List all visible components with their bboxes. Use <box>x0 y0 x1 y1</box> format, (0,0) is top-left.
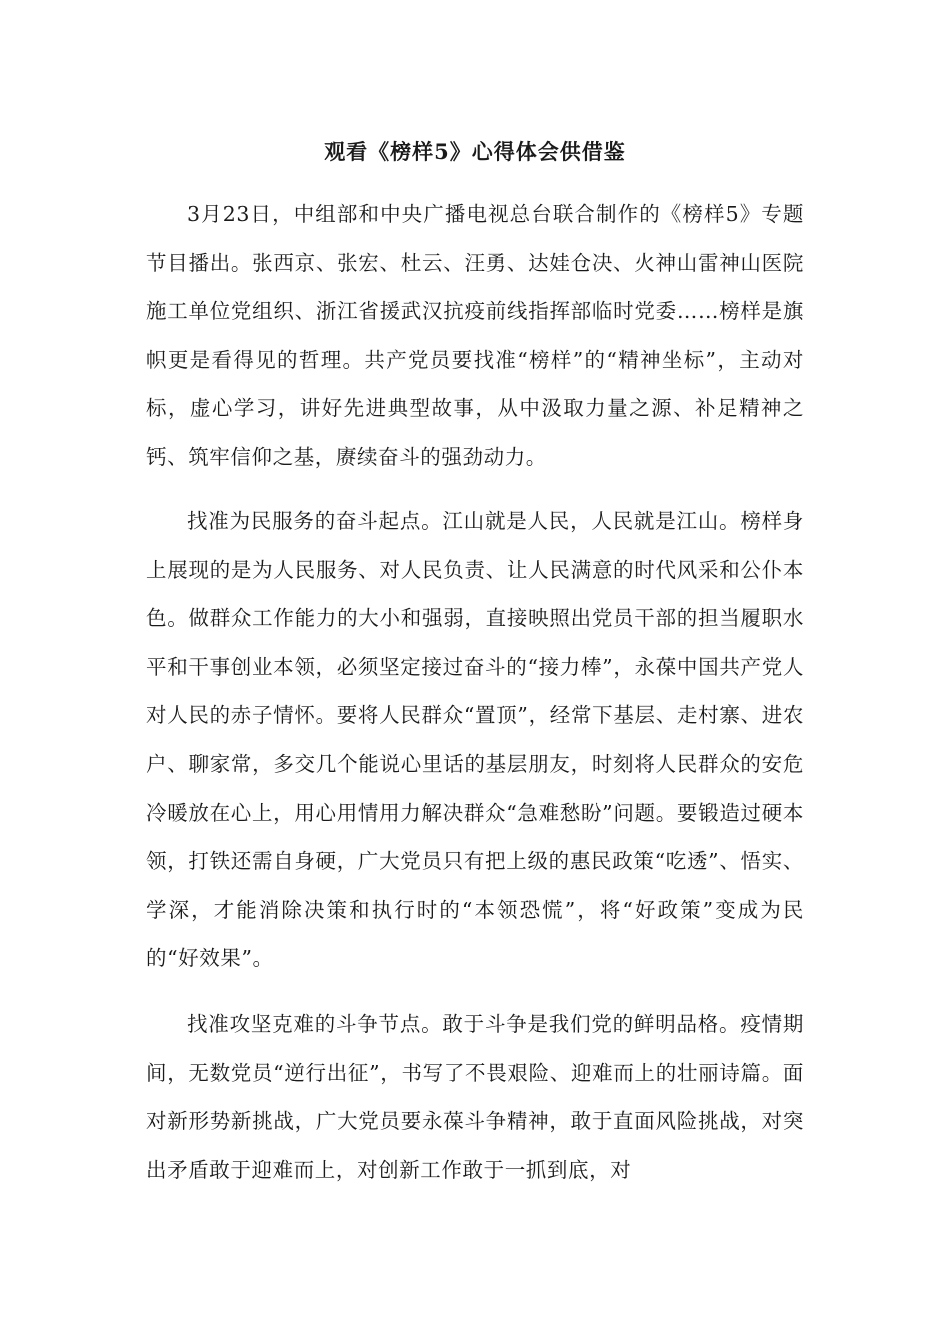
paragraph-intro: 3月23日，中组部和中央广播电视总台联合制作的《榜样5》专题节目播出。张西京、张宏、杜云、汪勇、达娃仓决、火神山雷神山医院施工单位党组织、浙江省援武汉抗疫前线指挥部临时党委……榜样是旗帜更是看得见的哲理。共产党员要找准“榜样”的“精神坐标”，主动对标，虚心学习，讲好先进典型故事，从中汲取力量之源、补足精神之钙、筑牢信仰之基，赓续奋斗的强劲动力。 <box>146 202 804 469</box>
document-title: 观看《榜样5》心得体会供借鉴 <box>324 139 626 164</box>
paragraph-struggle: 找准攻坚克难的斗争节点。敢于斗争是我们党的鲜明品格。疫情期间，无数党员“逆行出征”，书写了不畏艰险、迎难而上的壮丽诗篇。面对新形势新挑战，广大党员要永葆斗争精神，敢于直面风险挑战，对突出矛盾敢于迎难而上，对创新工作敢于一抓到底，对 <box>146 1012 804 1182</box>
paragraph-serve-people: 找准为民服务的奋斗起点。江山就是人民，人民就是江山。榜样身上展现的是为人民服务、对人民负责、让人民满意的时代风采和公仆本色。做群众工作能力的大小和强弱，直接映照出党员干部的担当履职水平和干事创业本领，必须坚定接过奋斗的“接力棒”，永葆中国共产党人对人民的赤子情怀。要将人民群众“置顶”，经常下基层、走村寨、进农户、聊家常，多交几个能说心里话的基层朋友，时刻将人民群众的安危冷暖放在心上，用心用情用力解决群众“急难愁盼”问题。要锻造过硬本领，打铁还需自身硬，广大党员只有把上级的惠民政策“吃透”、悟实、学深，才能消除决策和执行时的“本领恐慌”，将“好政策”变成为民的“好效果”。 <box>146 509 804 971</box>
